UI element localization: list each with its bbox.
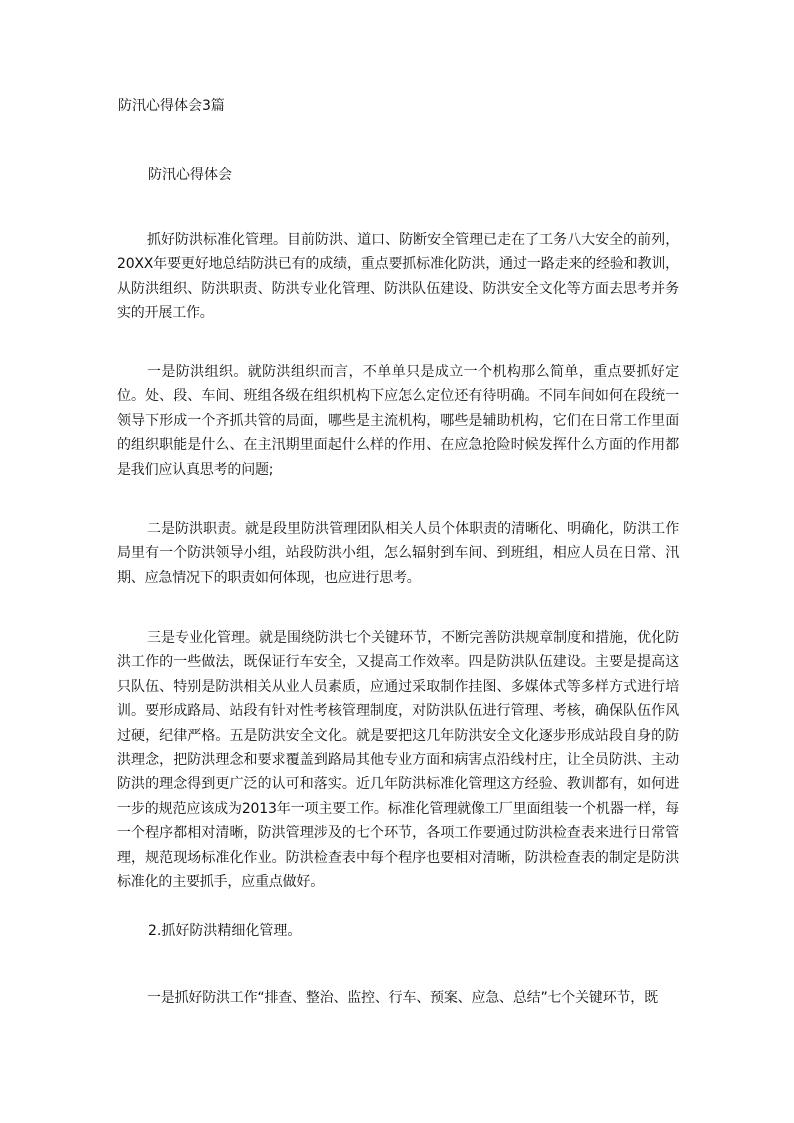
paragraph-specialized-management: 三是专业化管理。就是围绕防洪七个关键环节，不断完善防洪规章制度和措施，优化防洪工作的一些做法，既保证行车安全，又提高工作效率。四是防洪队伍建设。主要是提高这只队伍、特别是防洪相关从业人员素质，应通过采取制作挂图、多媒体式等多样方式进行培训。要形成路局、站段有针对性考核管理制度，对防洪队伍进行管理、考核，确保队伍作风过硬，纪律严格。五是防洪安全文化。就是要把这几年防洪安全文化逐步形成站段自身的防洪理念，把防洪理念和要求覆盖到路局其他专业方面和病害点沿线村庄，让全员防洪、主动防洪的理念得到更广泛的认可和落实。近几年防洪标准化管理这方经验、教训都有，如何进一步的规范应该成为2013年一项主要工作。标准化管理就像工厂里面组装一个机器一样，每一个程序都相对清晰，防洪管理涉及的七个环节，各项工作要通过防洪检查表来进行日常管理，规范现场标准化作业。防洪检查表中每个程序也要相对清晰，防洪检查表的制定是防洪标准化的主要抓手，应重点做好。 xyxy=(117,630,679,891)
paragraph-key-links: 一是抓好防洪工作“排查、整治、监控、行车、预案、应急、总结”七个关键环节，既 xyxy=(147,990,658,1006)
document-subtitle: 防汛心得体会 xyxy=(148,167,232,183)
paragraph-organization: 一是防洪组织。就防洪组织而言，不单单只是成立一个机构那么简单，重点要抓好定位。处、段、车间、班组各级在组织机构下应怎么定位还有待明确。不同车间如何在段统一领导下形成一个齐抓共管的局面，哪些是主流机构，哪些是辅助机构，它们在日常工作里面的组织职能是什么、在主汛期里面起什么样的作用、在应急抢险时候发挥什么方面的作用都是我们应认真思考的问题; xyxy=(117,364,679,478)
document-title: 防汛心得体会3篇 xyxy=(118,98,225,114)
paragraph-responsibilities: 二是防洪职责。就是段里防洪管理团队相关人员个体职责的清晰化、明确化，防洪工作局里有一个防洪领导小组，站段防洪小组，怎么辐射到车间、到班组，相应人员在日常、汛期、应急情况下的职责如何体现，也应进行思考。 xyxy=(117,521,679,586)
section-heading: 2.抓好防洪精细化管理。 xyxy=(148,923,302,939)
paragraph-standardization: 抓好防洪标准化管理。目前防洪、道口、防断安全管理已走在了工务八大安全的前列，20XX年要更好地总结防洪已有的成绩，重点要抓标准化防洪，通过一路走来的经验和教训，从防洪组织、防洪职责、防洪专业化管理、防洪队伍建设、防洪安全文化等方面去思考并务实的开展工作。 xyxy=(117,232,679,322)
